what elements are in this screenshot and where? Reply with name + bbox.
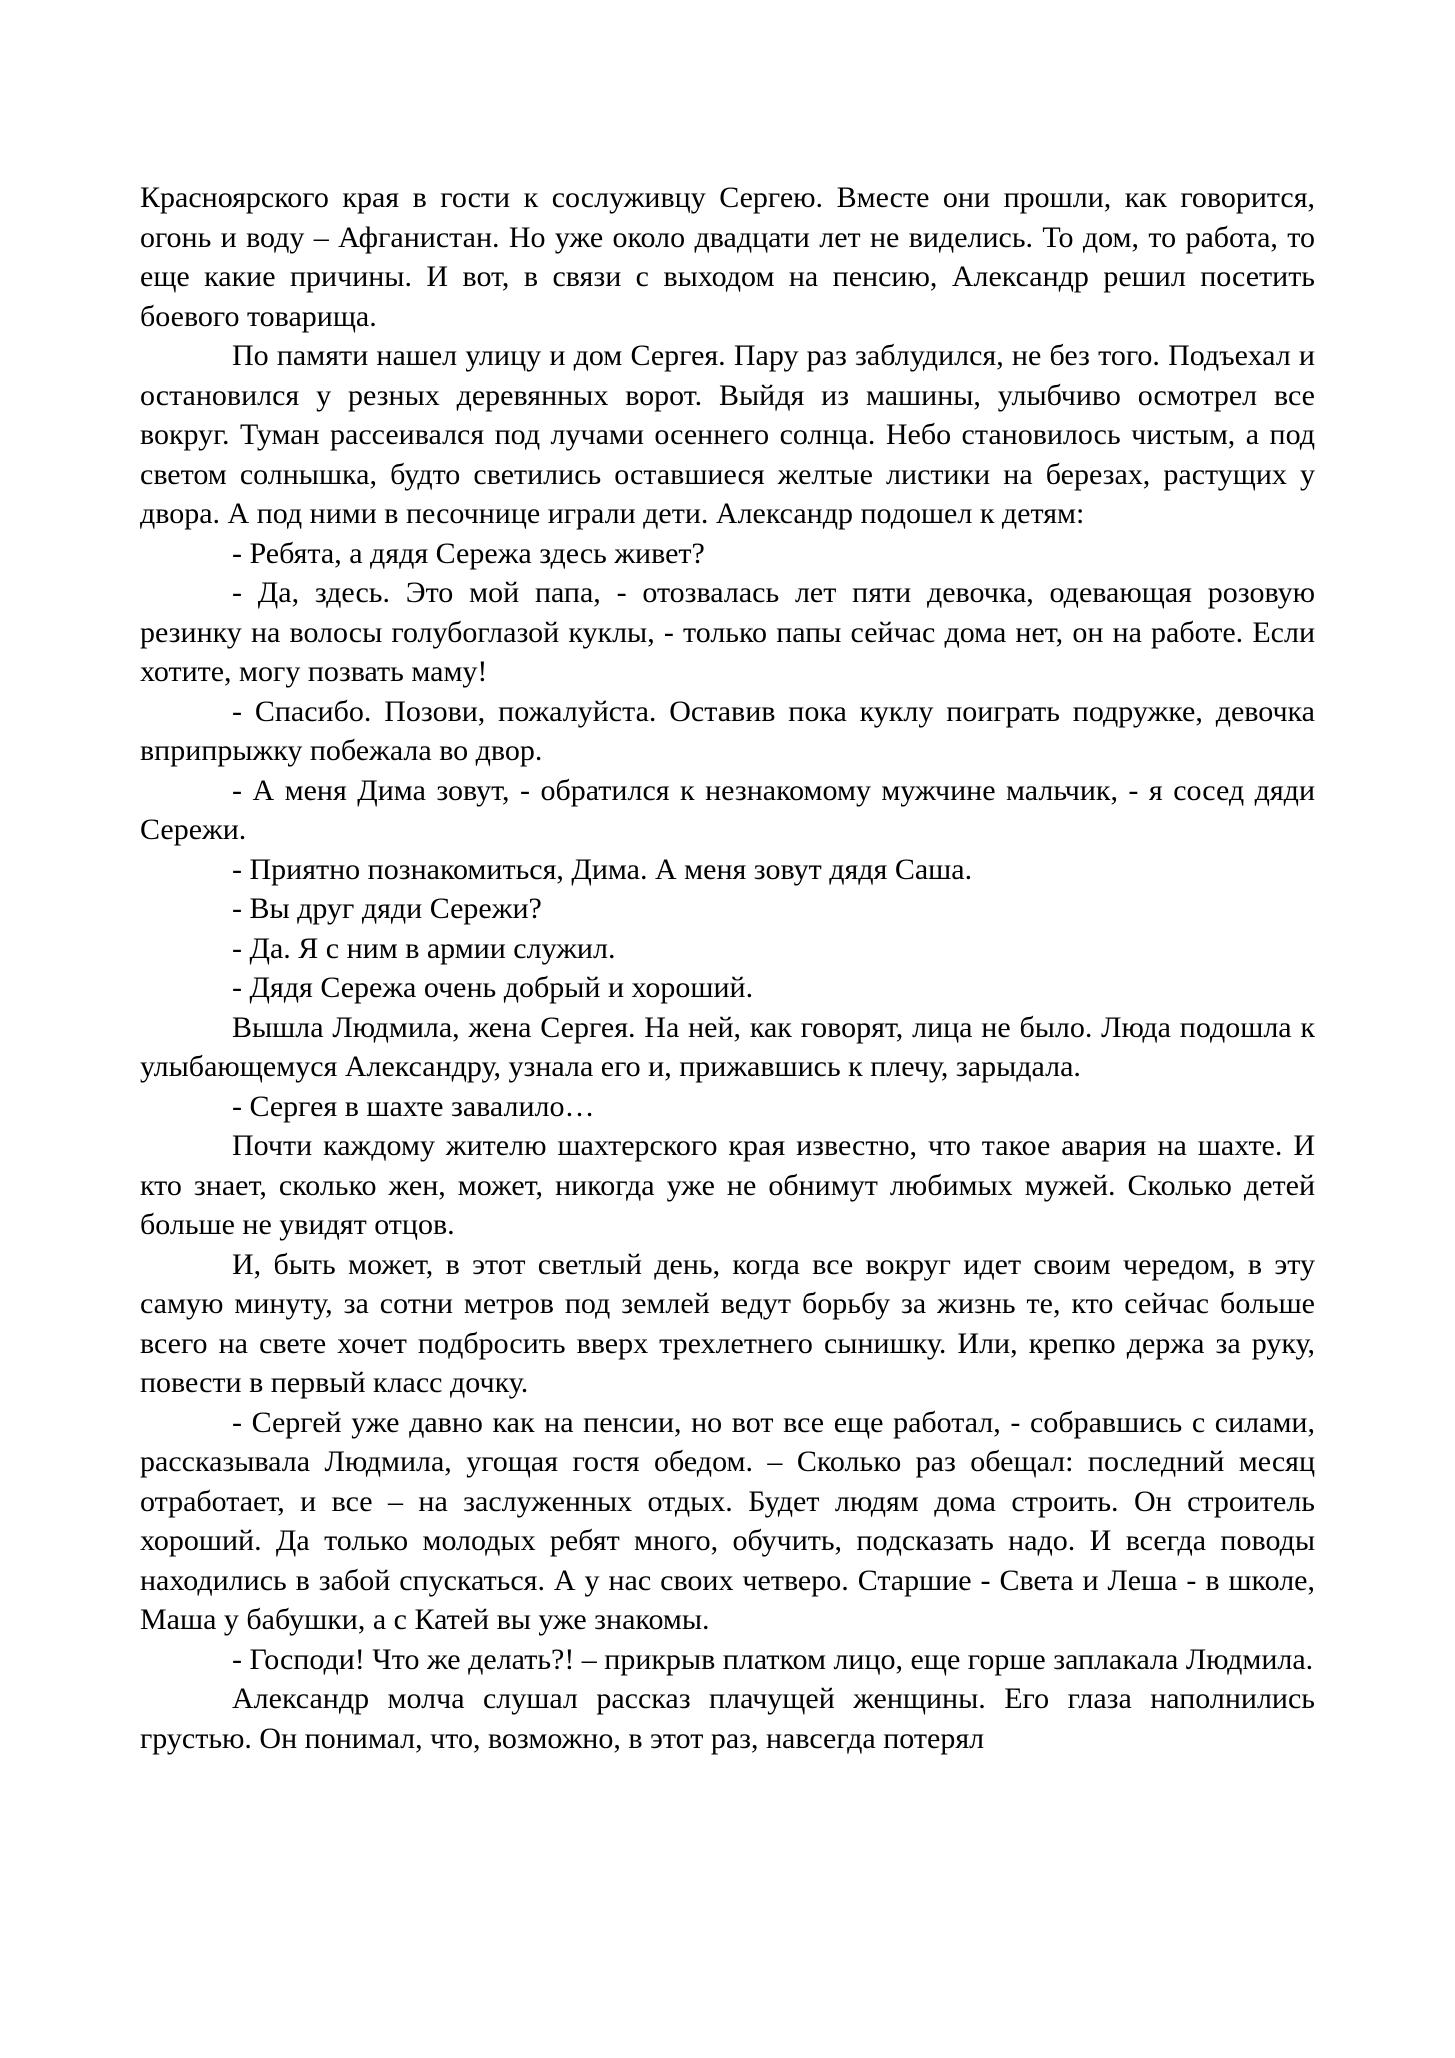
- paragraph: По памяти нашел улицу и дом Сергея. Пару раз заблудился, не без того. Подъехал и остановился у резных деревянных ворот. Выйдя из машины, улыбчиво осмотрел все вокруг. Туман рассеивался под лучами осеннего солнца. Небо становилось чистым, а под светом солнышка, будто светились оставшиеся желтые листики на березах, растущих у двора. А под ними в песочнице играли дети. Александр подошел к детям:: [140, 339, 1315, 530]
- paragraph: - Господи! Что же делать?! – прикрыв платком лицо, еще горше заплакала Людмила.: [232, 1642, 1314, 1676]
- paragraph: - Сергея в шахте завалило…: [232, 1089, 595, 1123]
- paragraph: - Спасибо. Позови, пожалуйста. Оставив пока куклу поиграть подружке, девочка вприпрыжку побежала во двор.: [140, 694, 1315, 767]
- text-block: [140, 178, 1315, 1758]
- paragraph: - Ребята, а дядя Сережа здесь живет?: [232, 536, 705, 570]
- paragraph: Красноярского края в гости к сослуживцу Сергею. Вместе они прошли, как говорится, огонь и воду – Афганистан. Но уже около двадцати лет не виделись. То дом, то работа, то еще какие причины. И вот, в связи с выходом на пенсию, Александр решил посетить боевого товарища.: [140, 181, 1315, 333]
- paragraph: - Дядя Сережа очень добрый и хороший.: [232, 971, 754, 1004]
- paragraph: Александр молча слушал рассказ плачущей женщины. Его глаза наполнились грустью. Он понимал, что, возможно, в этот раз, навсегда потерял: [140, 1682, 1315, 1755]
- paragraph: И, быть может, в этот светлый день, когда все вокруг идет своим чередом, в эту самую минуту, за сотни метров под землей ведут борьбу за жизнь те, кто сейчас больше всего на свете хочет подбросить вверх трехлетнего сынишку. Или, крепко держа за руку, повести в первый класс дочку.: [140, 1247, 1315, 1399]
- paragraph: - Вы друг дяди Сережи?: [232, 892, 542, 925]
- paragraph: Почти каждому жителю шахтерского края известно, что такое авария на шахте. И кто знает, сколько жен, может, никогда уже не обнимут любимых мужей. Сколько детей больше не увидят отцов.: [140, 1129, 1315, 1241]
- paragraph: - Сергей уже давно как на пенсии, но вот все еще работал, - собравшись с силами, рассказывала Людмила, угощая гостя обедом. – Сколько раз обещал: последний месяц отработает, и все – на заслуженных отдых. Будет людям дома строить. Он строитель хороший. Да только молодых ребят много, обучить, подсказать надо. И всегда поводы находились в забой спускаться. А у нас своих четверо. Старшие - Света и Леша - в школе, Маша у бабушки, а с Катей вы уже знакомы.: [140, 1405, 1315, 1636]
- paragraph: - Да. Я с ним в армии служил.: [232, 931, 616, 965]
- paragraph: - Приятно познакомиться, Дима. А меня зовут дядя Саша.: [232, 852, 973, 886]
- paragraph: - Да, здесь. Это мой папа, - отозвалась лет пяти девочка, одевающая розовую резинку на волосы голубоглазой куклы, - только папы сейчас дома нет, он на работе. Если хотите, могу позвать маму!: [140, 576, 1315, 688]
- paragraph: Вышла Людмила, жена Сергея. На ней, как говорят, лица не было. Люда подошла к улыбающемуся Александру, узнала его и, прижавшись к плечу, зарыдала.: [140, 1010, 1315, 1083]
- paragraph: - А меня Дима зовут, - обратился к незнакомому мужчине мальчик, - я сосед дяди Сережи.: [140, 773, 1315, 846]
